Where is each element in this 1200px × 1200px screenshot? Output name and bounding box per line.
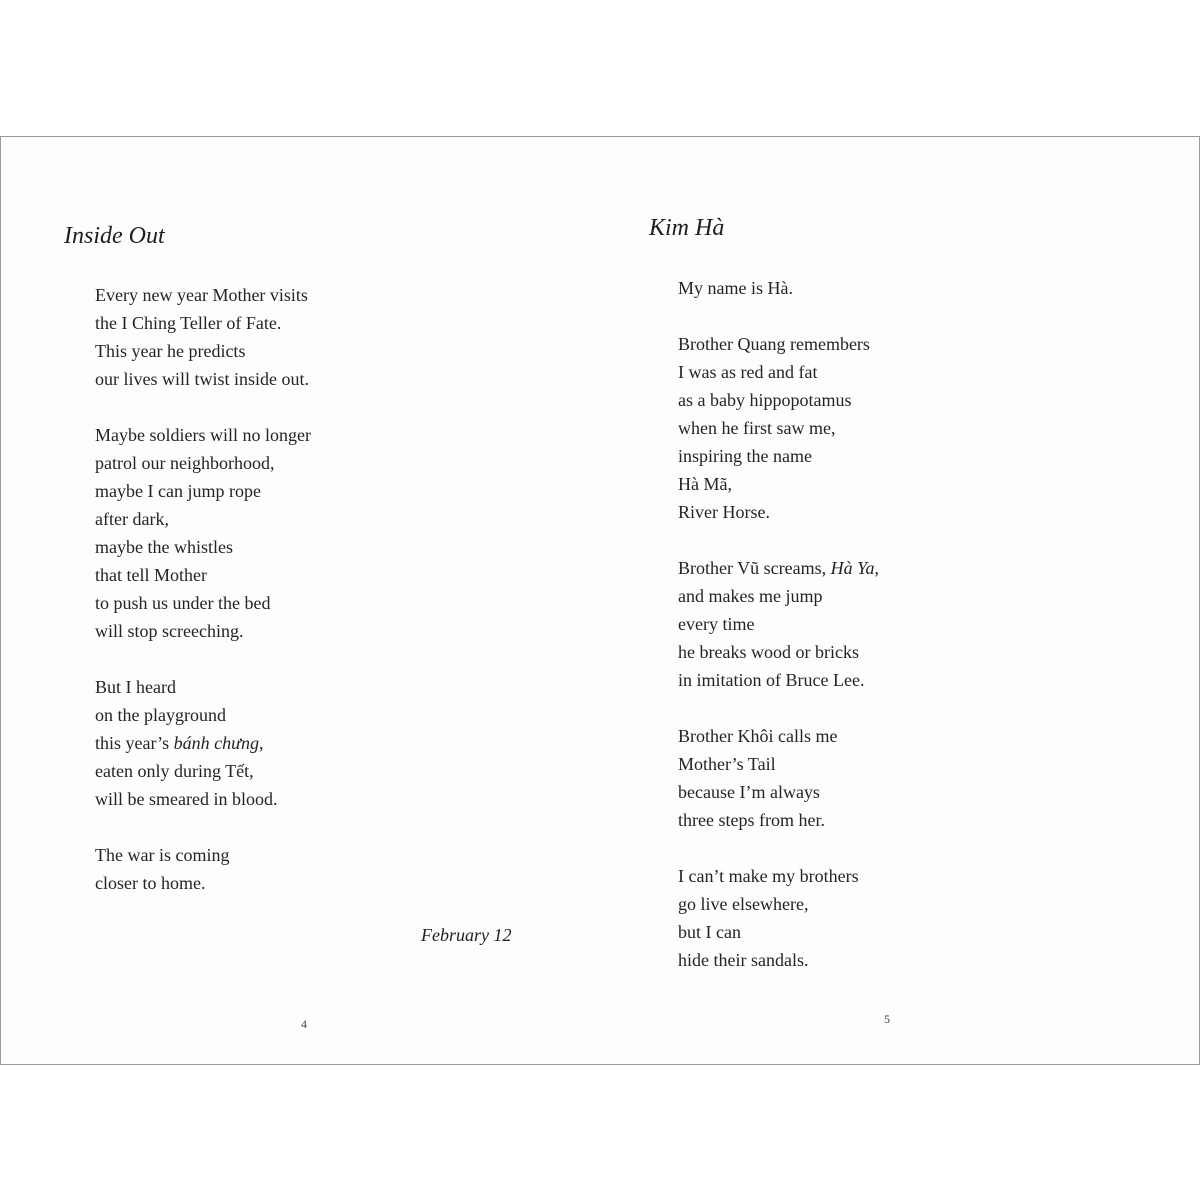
- line-text: ,: [258, 733, 264, 753]
- stanza: [678, 554, 879, 694]
- stanza: [95, 841, 311, 897]
- line-text: and makes me jump: [678, 586, 823, 606]
- poem-line: [95, 281, 311, 309]
- line-text: in imitation of Bruce Lee.: [678, 670, 865, 690]
- line-text: but I can: [678, 922, 741, 942]
- line-text: inspiring the name: [678, 446, 812, 466]
- line-text: will be smeared in blood.: [95, 789, 278, 809]
- poem-line: [678, 890, 879, 918]
- line-text: maybe I can jump rope: [95, 481, 261, 501]
- poem-line: [678, 806, 879, 834]
- left-page: [1, 137, 601, 1064]
- line-text: will stop screeching.: [95, 621, 244, 641]
- line-text: the I Ching Teller of Fate.: [95, 313, 282, 333]
- poem-line: [95, 869, 311, 897]
- poem-line: [95, 337, 311, 365]
- poem-line: [95, 757, 311, 785]
- right-page: [601, 137, 1199, 1064]
- line-text: on the playground: [95, 705, 226, 725]
- poem-line: [95, 729, 311, 757]
- line-text: Brother Vũ screams,: [678, 558, 831, 578]
- poem-line: [95, 589, 311, 617]
- line-text: go live elsewhere,: [678, 894, 809, 914]
- poem-line: [678, 946, 879, 974]
- poem-line: [95, 505, 311, 533]
- line-text: he breaks wood or bricks: [678, 642, 859, 662]
- line-text: closer to home.: [95, 873, 206, 893]
- line-text: My name is Hà.: [678, 278, 793, 298]
- poem-line: [678, 666, 879, 694]
- line-text: Brother Quang remembers: [678, 334, 870, 354]
- poem-line: [95, 533, 311, 561]
- page-number-right: 5: [884, 1012, 890, 1026]
- poem-line: [95, 449, 311, 477]
- poem-line: [678, 386, 879, 414]
- line-text: hide their sandals.: [678, 950, 809, 970]
- line-text: I can’t make my brothers: [678, 866, 859, 886]
- line-text: because I’m always: [678, 782, 820, 802]
- poem-line: [95, 841, 311, 869]
- line-text: Hà Mã,: [678, 474, 732, 494]
- poem-line: [95, 701, 311, 729]
- line-text: Every new year Mother visits: [95, 285, 308, 305]
- poem-line: [95, 309, 311, 337]
- line-text: our lives will twist inside out.: [95, 369, 309, 389]
- poem-line: [95, 785, 311, 813]
- line-text: ,: [874, 558, 879, 578]
- poem-line: [678, 470, 879, 498]
- stanza: [95, 281, 311, 393]
- poem-line: [95, 617, 311, 645]
- poem-body-inside-out: [95, 281, 311, 897]
- line-text: three steps from her.: [678, 810, 825, 830]
- line-text: Brother Khôi calls me: [678, 726, 838, 746]
- poem-line: [95, 561, 311, 589]
- poem-line: [95, 477, 311, 505]
- poem-line: [678, 750, 879, 778]
- poem-line: [95, 421, 311, 449]
- line-text: But I heard: [95, 677, 176, 697]
- poem-line: [678, 722, 879, 750]
- poem-line: [678, 414, 879, 442]
- poem-line: [678, 778, 879, 806]
- poem-line: [678, 610, 879, 638]
- line-text: This year he predicts: [95, 341, 246, 361]
- poem-line: [678, 638, 879, 666]
- stanza: [95, 673, 311, 813]
- dateline: February 12: [421, 925, 512, 945]
- poem-line: [678, 358, 879, 386]
- line-text: River Horse.: [678, 502, 770, 522]
- poem-line: [678, 274, 879, 302]
- stanza: [678, 330, 879, 526]
- line-text: to push us under the bed: [95, 593, 271, 613]
- stanza: [678, 862, 879, 974]
- line-text: patrol our neighborhood,: [95, 453, 275, 473]
- line-text: The war is coming: [95, 845, 230, 865]
- poem-line: [678, 554, 879, 582]
- line-text: every time: [678, 614, 755, 634]
- poem-line: [678, 498, 879, 526]
- poem-line: [678, 862, 879, 890]
- line-text: that tell Mother: [95, 565, 207, 585]
- poem-line: [678, 582, 879, 610]
- poem-body-kim-ha: [678, 274, 879, 974]
- line-text: eaten only during Tết,: [95, 761, 254, 781]
- italic-phrase: Hà Ya: [830, 558, 875, 578]
- line-text: Maybe soldiers will no longer: [95, 425, 311, 445]
- poem-line: [95, 365, 311, 393]
- poem-title-inside-out: Inside Out: [64, 223, 165, 249]
- line-text: I was as red and fat: [678, 362, 818, 382]
- stanza: [678, 274, 879, 302]
- line-text: this year’s: [95, 733, 174, 753]
- italic-phrase: bánh chưng: [173, 733, 259, 753]
- poem-line: [678, 918, 879, 946]
- line-text: Mother’s Tail: [678, 754, 776, 774]
- poem-line: [678, 442, 879, 470]
- poem-line: [95, 673, 311, 701]
- book-spread: [0, 136, 1200, 1065]
- line-text: as a baby hippopotamus: [678, 390, 852, 410]
- poem-line: [678, 330, 879, 358]
- stanza: [95, 421, 311, 645]
- stanza: [678, 722, 879, 834]
- line-text: when he first saw me,: [678, 418, 836, 438]
- poem-title-kim-ha: Kim Hà: [649, 215, 725, 241]
- page-number-left: 4: [301, 1017, 307, 1031]
- line-text: maybe the whistles: [95, 537, 233, 557]
- line-text: after dark,: [95, 509, 169, 529]
